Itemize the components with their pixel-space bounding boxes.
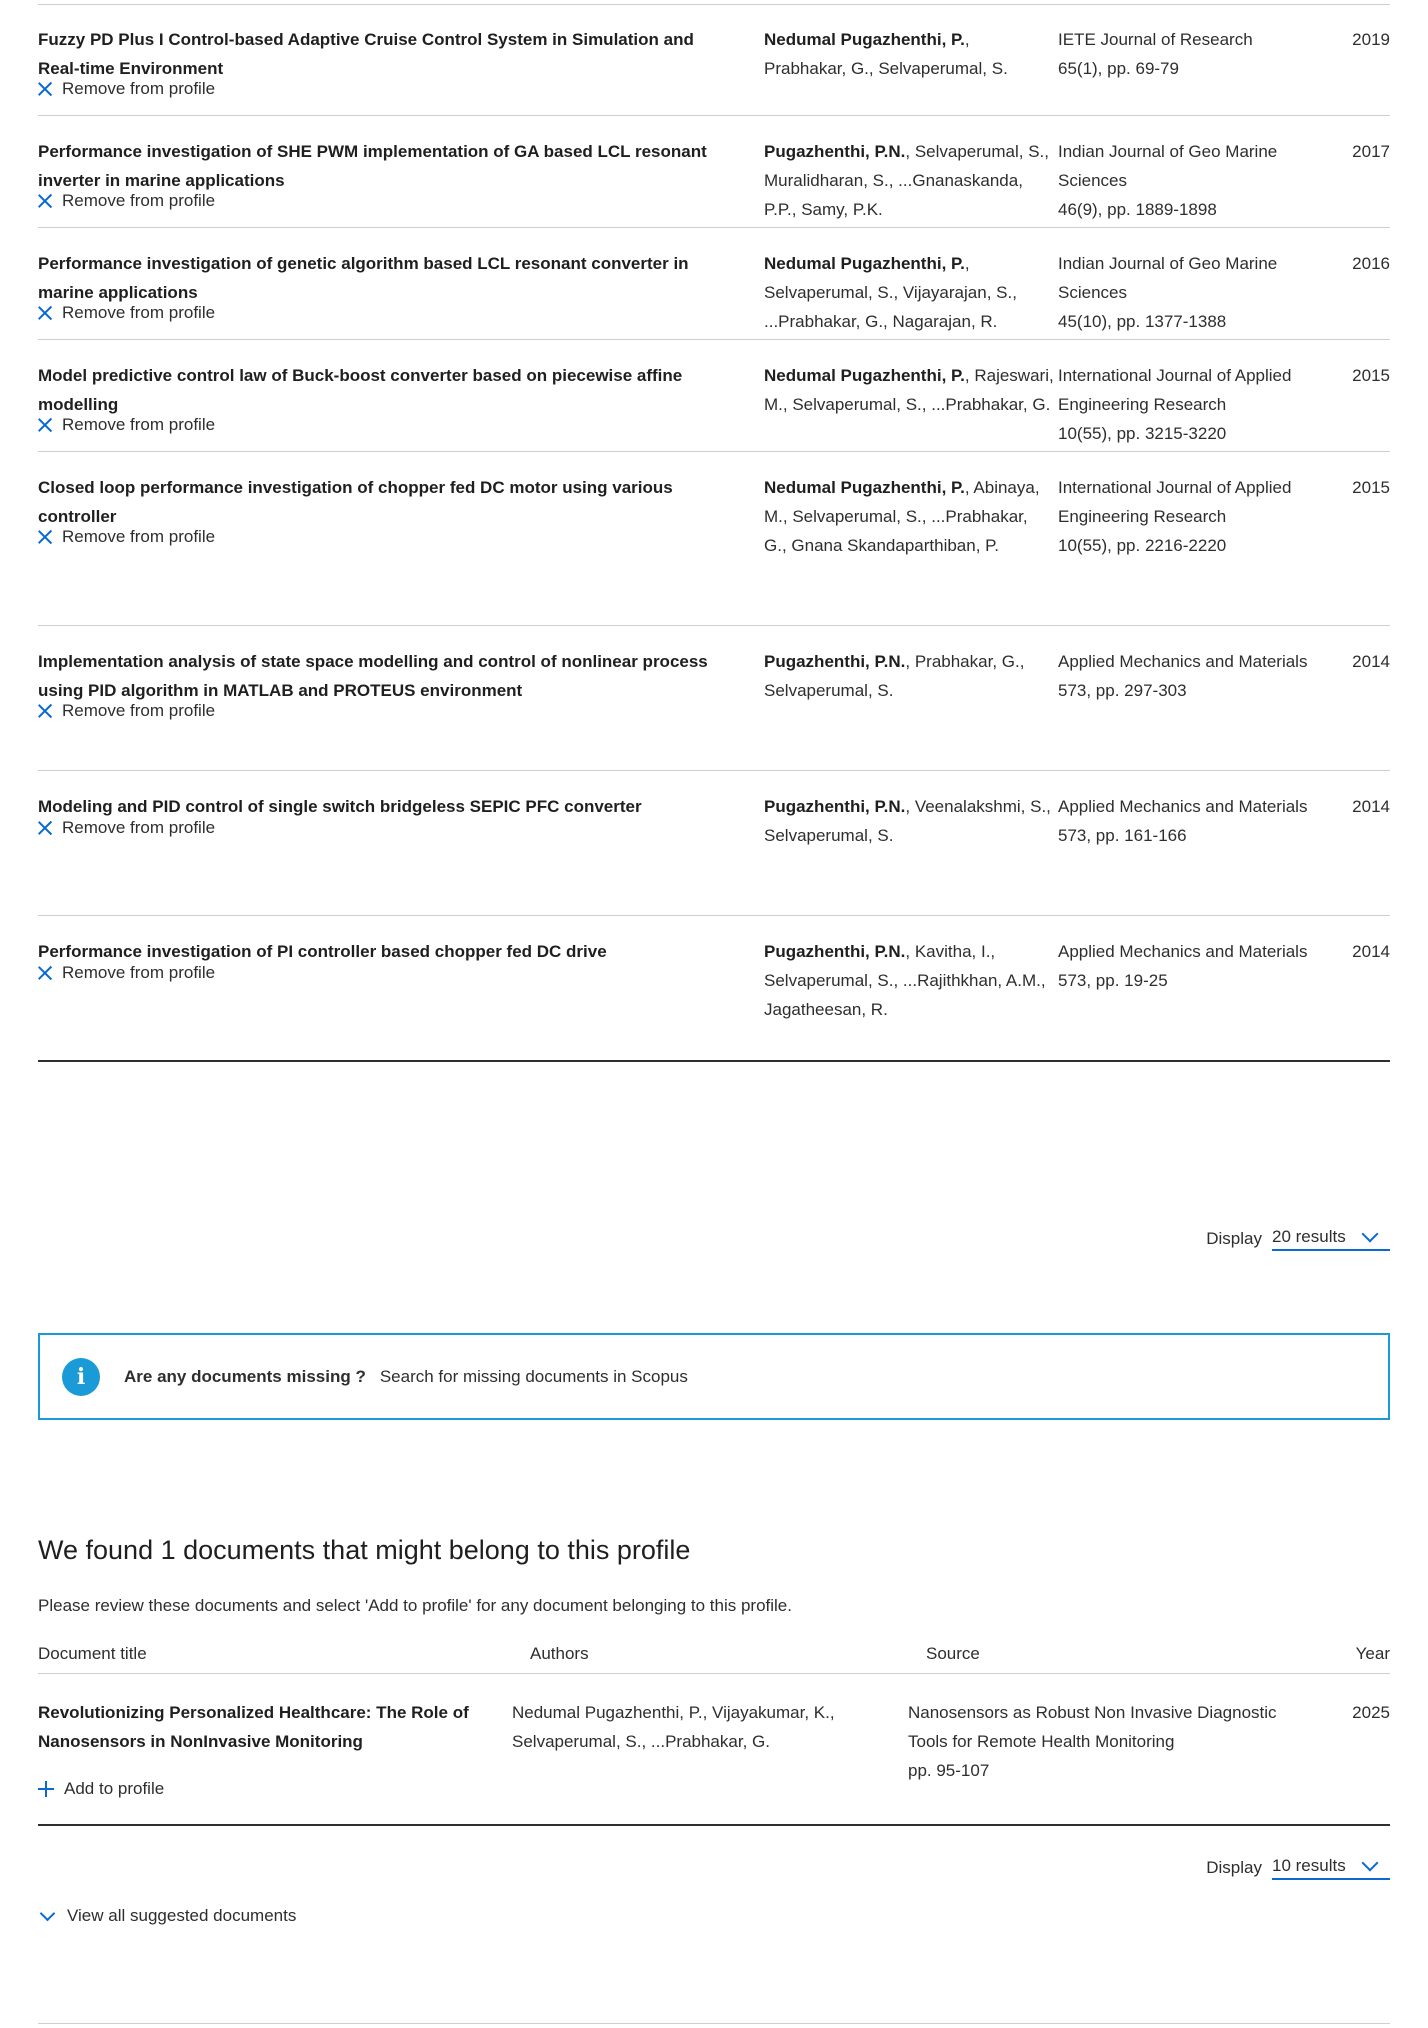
author-highlight: Nedumal Pugazhenthi, P. [764, 478, 965, 497]
author-highlight: Nedumal Pugazhenthi, P. [764, 254, 965, 273]
source-detail: 46(9), pp. 1889-1898 [1058, 200, 1217, 219]
source-detail: 573, pp. 297-303 [1058, 681, 1187, 700]
documents-list [38, 4, 1390, 1062]
document-row [38, 116, 1390, 228]
document-row [38, 771, 1390, 916]
remove-from-profile-button[interactable] [38, 696, 215, 725]
suggested-document-title[interactable]: Revolutionizing Personalized Healthcare: The Role of Nanosensors in NonInvasive Monitoring [38, 1703, 469, 1751]
chevron-down-icon [40, 1905, 56, 1921]
document-title[interactable]: Performance investigation of PI controller based chopper fed DC drive [38, 942, 607, 961]
document-title[interactable]: Performance investigation of genetic algorithm based LCL resonant converter in marine applications [38, 254, 689, 302]
remove-label: Remove from profile [62, 79, 216, 98]
source-name[interactable]: Nanosensors as Robust Non Invasive Diagnostic Tools for Remote Health Monitoring [908, 1703, 1277, 1751]
remove-from-profile-button[interactable] [38, 186, 215, 215]
document-source [1058, 361, 1308, 448]
remove-label: Remove from profile [62, 527, 216, 546]
source-detail: pp. 95-107 [908, 1761, 990, 1780]
view-all-label: View all suggested documents [67, 1906, 297, 1925]
document-row [38, 626, 1390, 771]
source-detail: 65(1), pp. 69-79 [1058, 59, 1179, 78]
remove-from-profile-button[interactable] [38, 410, 215, 439]
source-name[interactable]: Applied Mechanics and Materials [1058, 942, 1308, 961]
source-name[interactable]: International Journal of Applied Engineering Research [1058, 478, 1292, 526]
document-authors [764, 937, 1054, 1024]
author-others: , Selvaperumal, S., Vijayarajan, S., ...Prabhakar, G., Nagarajan, R. [764, 254, 1017, 331]
source-name[interactable]: Applied Mechanics and Materials [1058, 652, 1308, 671]
source-detail: 10(55), pp. 2216-2220 [1058, 536, 1227, 555]
profile-documents-page [38, 0, 1390, 2028]
author-others: , Prabhakar, G., Selvaperumal, S. [764, 652, 1025, 700]
suggested-document-year: 2025 [1352, 1703, 1390, 1722]
document-title[interactable]: Modeling and PID control of single switch bridgeless SEPIC PFC converter [38, 797, 642, 816]
suggested-documents-heading: We found 1 documents that might belong to this profile [38, 1535, 691, 1565]
remove-from-profile-button[interactable] [38, 813, 215, 842]
source-name[interactable]: Indian Journal of Geo Marine Sciences [1058, 142, 1278, 190]
document-row [38, 228, 1390, 340]
document-source [1058, 792, 1308, 850]
display-results-control [1206, 1227, 1390, 1251]
author-others: , Selvaperumal, S., Muralidharan, S., ...Gnanaskanda, P.P., Samy, P.K. [764, 142, 1049, 219]
plus-icon [38, 1781, 54, 1797]
document-row [38, 916, 1390, 1062]
document-year: 2014 [1352, 942, 1390, 961]
author-others: , Rajeswari, M., Selvaperumal, S., ...Prabhakar, G. [764, 366, 1054, 414]
missing-documents-question: Are any documents missing ? [124, 1366, 366, 1386]
remove-from-profile-button[interactable] [38, 522, 215, 551]
remove-label: Remove from profile [62, 415, 216, 434]
column-header-source[interactable]: Source [926, 1644, 980, 1663]
add-to-profile-button[interactable] [38, 1774, 164, 1803]
author-others: , Abinaya, M., Selvaperumal, S., ...Prabhakar, G., Gnana Skandaparthiban, P. [764, 478, 1040, 555]
results-per-page-value: 20 results [1272, 1227, 1346, 1246]
source-name[interactable]: Indian Journal of Geo Marine Sciences [1058, 254, 1278, 302]
document-year: 2017 [1352, 142, 1390, 161]
source-detail: 573, pp. 161-166 [1058, 826, 1187, 845]
author-highlight: Pugazhenthi, P.N. [764, 142, 906, 161]
document-year: 2014 [1352, 797, 1390, 816]
document-title[interactable]: Model predictive control law of Buck-boost converter based on piecewise affine modelling [38, 366, 683, 414]
remove-from-profile-button[interactable] [38, 958, 215, 987]
author-highlight: Pugazhenthi, P.N. [764, 797, 906, 816]
view-all-suggested-button[interactable] [42, 1906, 296, 1926]
remove-from-profile-button[interactable] [38, 298, 215, 327]
close-icon [38, 418, 52, 432]
document-authors [764, 473, 1054, 560]
document-year: 2019 [1352, 30, 1390, 49]
close-icon [38, 194, 52, 208]
close-icon [38, 966, 52, 980]
document-authors [764, 361, 1054, 419]
column-header-title[interactable]: Document title [38, 1644, 147, 1663]
search-missing-documents-link[interactable]: Search for missing documents in Scopus [379, 1366, 688, 1386]
bottom-divider [38, 2023, 1390, 2024]
chevron-down-icon [1361, 1226, 1378, 1243]
suggested-document-source [908, 1698, 1308, 1785]
document-source [1058, 647, 1308, 705]
column-header-authors[interactable]: Authors [530, 1644, 589, 1663]
author-highlight: Nedumal Pugazhenthi, P. [764, 30, 965, 49]
chevron-down-icon [1361, 1855, 1378, 1872]
document-year: 2015 [1352, 478, 1390, 497]
document-row [38, 340, 1390, 452]
remove-label: Remove from profile [62, 303, 216, 322]
remove-label: Remove from profile [62, 818, 216, 837]
author-highlight: Pugazhenthi, P.N. [764, 942, 906, 961]
document-source [1058, 137, 1308, 224]
suggested-results-per-page-select[interactable] [1272, 1856, 1390, 1880]
document-year: 2015 [1352, 366, 1390, 385]
author-others: , Veenalakshmi, S., Selvaperumal, S. [764, 797, 1051, 845]
close-icon [38, 530, 52, 544]
document-source [1058, 25, 1308, 83]
document-authors [764, 647, 1054, 705]
document-source [1058, 249, 1308, 336]
source-name[interactable]: Applied Mechanics and Materials [1058, 797, 1308, 816]
source-detail: 573, pp. 19-25 [1058, 971, 1168, 990]
document-year: 2016 [1352, 254, 1390, 273]
close-icon [38, 82, 52, 96]
author-others: , Prabhakar, G., Selvaperumal, S. [764, 30, 1008, 78]
results-per-page-select[interactable] [1272, 1227, 1390, 1251]
close-icon [38, 306, 52, 320]
remove-label: Remove from profile [62, 191, 216, 210]
display-results-control-suggested [1206, 1856, 1390, 1880]
suggested-document-authors: Nedumal Pugazhenthi, P., Vijayakumar, K., Selvaperumal, S., ...Prabhakar, G. [512, 1703, 835, 1751]
add-label: Add to profile [64, 1779, 165, 1798]
document-row [38, 452, 1390, 626]
results-per-page-value: 10 results [1272, 1856, 1346, 1875]
source-name[interactable]: International Journal of Applied Engineering Research [1058, 366, 1292, 414]
document-title[interactable]: Fuzzy PD Plus I Control-based Adaptive Cruise Control System in Simulation and Real-time Environment [38, 30, 694, 78]
column-header-year[interactable]: Year [1355, 1644, 1390, 1663]
document-authors [764, 25, 1054, 83]
source-detail: 10(55), pp. 3215-3220 [1058, 424, 1227, 443]
document-row [38, 4, 1390, 116]
document-title[interactable]: Implementation analysis of state space modelling and control of nonlinear process using PID algorithm in MATLAB and PROTEUS environment [38, 652, 708, 700]
document-title[interactable]: Closed loop performance investigation of chopper fed DC motor using various controller [38, 478, 673, 526]
suggested-document-row [38, 1674, 1390, 1826]
remove-label: Remove from profile [62, 963, 216, 982]
document-source [1058, 473, 1308, 560]
author-others: , Kavitha, I., Selvaperumal, S., ...Rajithkhan, A.M., Jagatheesan, R. [764, 942, 1046, 1019]
source-name[interactable]: IETE Journal of Research [1058, 30, 1253, 49]
document-source [1058, 937, 1308, 995]
source-detail: 45(10), pp. 1377-1388 [1058, 312, 1227, 331]
missing-documents-banner [38, 1333, 1390, 1420]
document-title[interactable]: Performance investigation of SHE PWM implementation of GA based LCL resonant inverter in marine applications [38, 142, 707, 190]
document-authors [764, 249, 1054, 336]
author-highlight: Pugazhenthi, P.N. [764, 652, 906, 671]
author-highlight: Nedumal Pugazhenthi, P. [764, 366, 965, 385]
suggested-table-header [38, 1640, 1390, 1674]
document-authors [764, 137, 1054, 224]
document-authors [764, 792, 1054, 850]
info-icon: i [62, 1358, 100, 1396]
display-label: Display [1206, 1858, 1262, 1877]
suggested-documents-instructions: Please review these documents and select 'Add to profile' for any document belonging to this profile. [38, 1596, 792, 1615]
close-icon [38, 704, 52, 718]
close-icon [38, 821, 52, 835]
display-label: Display [1206, 1229, 1262, 1248]
remove-from-profile-button[interactable] [38, 74, 215, 103]
remove-label: Remove from profile [62, 701, 216, 720]
document-year: 2014 [1352, 652, 1390, 671]
